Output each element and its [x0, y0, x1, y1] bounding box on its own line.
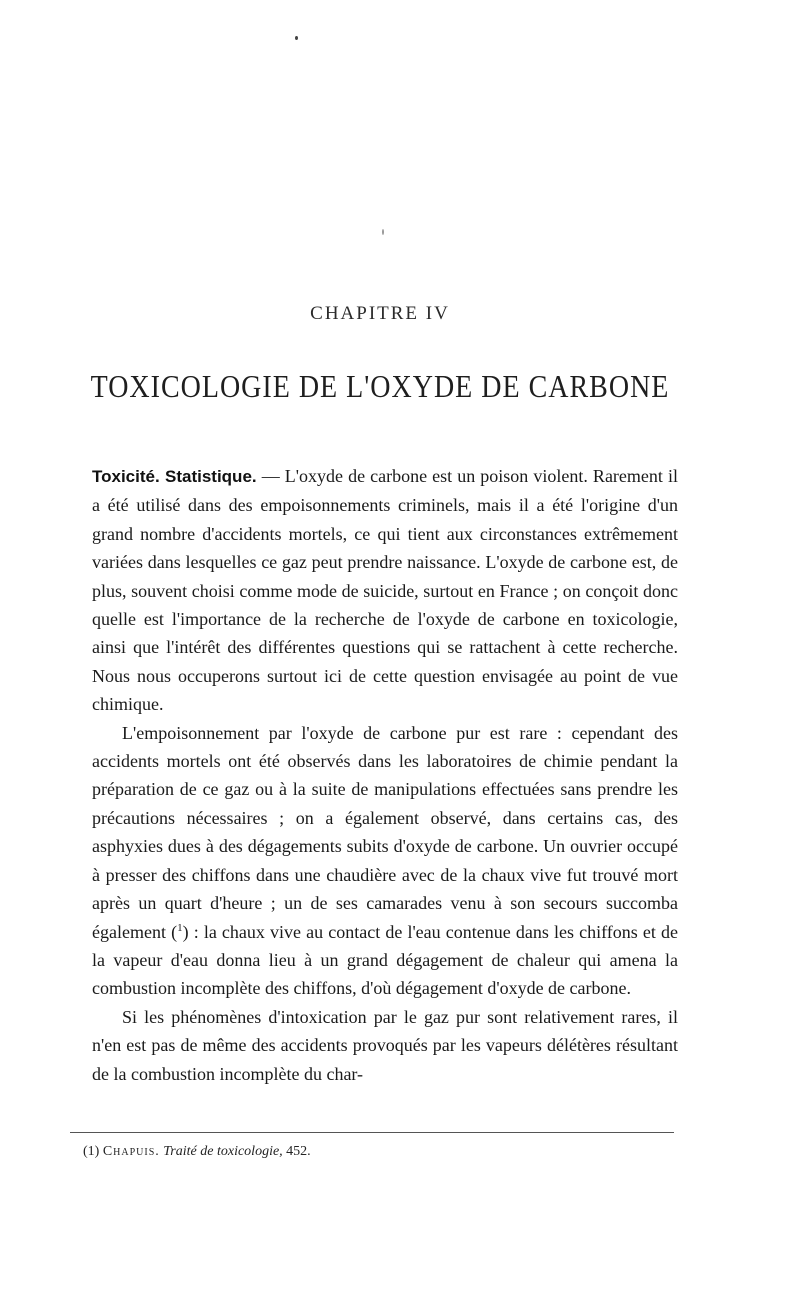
paragraph-2-text-a: L'empoisonnement par l'oxyde de carbone pur est rare : cependant des accidents mortels ont été observés dans les laboratoires de chimie pendant la préparation de ce gaz ou à la suite de manipulations effectuées sans prendre les précautions nécessaires ; on a également observé, dans certains cas, des asphyxies dues à des dégagements subits d'oxyde de carbone. Un ouvrier occupé à presser des chiffons dans une chaudière avec de la chaux vive fut trouvé mort après un quart d'heure ; un de ses camarades venu à son secours succomba également ( — [92, 722, 678, 942]
footnote-work: Traité de toxicologie, — [163, 1144, 283, 1159]
page-speck — [382, 229, 384, 235]
footnote — [83, 1142, 683, 1162]
footnote-rule — [70, 1132, 674, 1133]
page-speck — [295, 36, 298, 40]
footnote-page: 452. — [286, 1144, 311, 1159]
section-heading: Toxicité. Statistique. — [92, 467, 257, 486]
body-text — [92, 462, 678, 1088]
chapter-title: TOXICOLOGIE DE L'OXYDE DE CARBONE — [90, 370, 670, 405]
footnote-author: Chapuis. — [102, 1144, 160, 1159]
paragraph-2 — [92, 719, 678, 1003]
paragraph-3: Si les phénomènes d'intoxication par le gaz pur sont relativement rares, il n'en est pas de même des accidents provoqués par les vapeurs délétères résultant de la combustion incomplète du char- — [92, 1006, 678, 1084]
paragraph-2-text-b: ) : la chaux vive au contact de l'eau contenue dans les chiffons et de la vapeur d'eau donna lieu à un grand dégagement de chaleur qui amena la combustion incomplète des chiffons, d'où dégagement d'oxyde de carbone. — [92, 921, 678, 999]
paragraph-1 — [92, 462, 678, 719]
footnote-marker: (1) — [83, 1144, 100, 1159]
footnote-reference[interactable]: 1 — [177, 921, 183, 934]
chapter-label: CHAPITRE IV — [310, 303, 450, 324]
paragraph-1-text: — L'oxyde de carbone est un poison violent. Rarement il a été utilisé dans des empoisonnements criminels, mais il a été l'origine d'un grand nombre d'accidents mortels, ce qui tient aux circonstances extrêmement variées dans lesquelles ce gaz peut prendre naissance. L'oxyde de carbone est, de plus, souvent choisi comme mode de suicide, surtout en France ; on conçoit donc quelle est l'importance de la recherche de l'oxyde de carbone en toxicologie, ainsi que l'intérêt des différentes questions qui se rattachent à cette recherche. Nous nous occuperons surtout ici de cette question envisagée au point de vue chimique. — [92, 466, 678, 715]
